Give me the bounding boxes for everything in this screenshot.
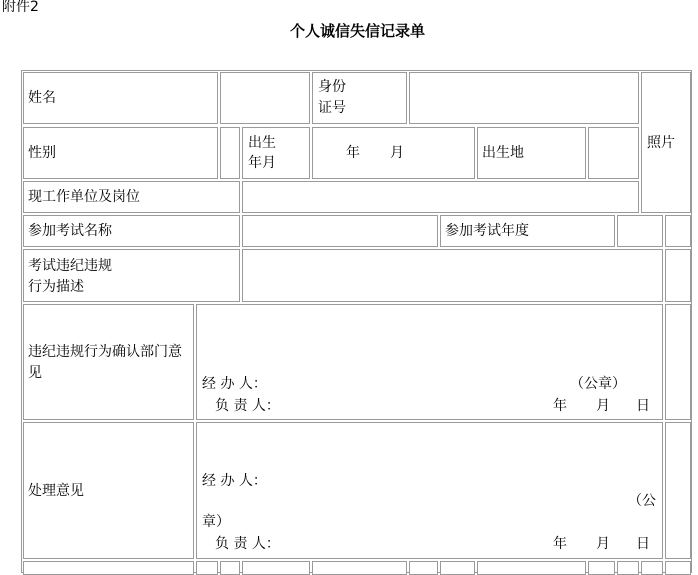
date-month-label: 月 [596, 398, 610, 414]
confirm-dept-label-line1: 违纪违规行为确认部门意 [28, 344, 182, 360]
exam-year-label-cell [440, 215, 615, 247]
work-unit-label-cell [23, 181, 240, 213]
responsible2-label: 负 责 人： [215, 536, 280, 552]
confirm-dept-input-cell[interactable] [196, 304, 663, 420]
violation-desc-label-line1: 考试违纪违规 [28, 258, 112, 274]
confirm-dept-extra-cell [665, 304, 691, 420]
exam-name-input-cell[interactable] [242, 215, 438, 247]
id-label-line2: 证号 [318, 100, 346, 116]
name-label: 姓名 [28, 90, 56, 106]
date2-month-label: 月 [596, 536, 610, 552]
birthplace-label: 出生地 [482, 145, 524, 161]
handling-opinion-input-cell[interactable] [196, 422, 663, 559]
birthplace-input-cell[interactable] [588, 127, 639, 179]
responsible-label: 负 责 人： [215, 398, 280, 414]
work-unit-label: 现工作单位及岗位 [28, 189, 140, 205]
handler2-label: 经 办 人： [202, 473, 267, 489]
birth-label-line2: 年月 [248, 155, 276, 171]
photo-cell[interactable] [641, 72, 691, 213]
exam-name-label: 参加考试名称 [28, 223, 112, 239]
exam-year-input-cell[interactable] [617, 215, 663, 247]
id-input-cell[interactable] [409, 72, 639, 124]
violation-desc-extra-cell [665, 249, 691, 302]
birth-month-label: 月 [390, 145, 404, 161]
exam-year-label: 参加考试年度 [445, 223, 529, 239]
handling-opinion-extra-cell [665, 422, 691, 559]
photo-label: 照片 [647, 135, 675, 151]
exam-name-label-cell [23, 215, 240, 247]
name-input-cell[interactable] [220, 72, 310, 124]
date-year-label: 年 [553, 398, 567, 414]
date2-year-label: 年 [553, 536, 567, 552]
birth-input-cell[interactable] [312, 127, 475, 179]
violation-desc-label-cell [23, 249, 240, 302]
form-title: 个人诚信失信记录单 [290, 22, 426, 40]
exam-year-extra-cell [665, 215, 691, 247]
violation-desc-label-line2: 行为描述 [28, 279, 84, 295]
gender-input-cell[interactable] [220, 127, 240, 179]
seal-part1-label: （公 [628, 493, 656, 509]
official-seal-label: （公章） [570, 376, 626, 392]
seal-part2-label: 章） [202, 514, 230, 530]
birthplace-label-cell [477, 127, 586, 179]
date2-day-label: 日 [636, 536, 650, 552]
date-day-label: 日 [636, 398, 650, 414]
handler-label: 经 办 人： [202, 376, 267, 392]
attachment-label: 附件2 [2, 0, 39, 15]
handling-opinion-label-cell [23, 422, 194, 559]
name-label-cell [23, 72, 218, 124]
violation-desc-input-cell[interactable] [242, 249, 663, 302]
birth-label-line1: 出生 [248, 135, 276, 151]
birth-year-label: 年 [346, 145, 360, 161]
id-label-cell [312, 72, 407, 124]
id-label-line1: 身份 [318, 79, 346, 95]
birth-label-cell [242, 127, 310, 179]
confirm-dept-label-line2: 见 [28, 365, 42, 381]
handling-opinion-label: 处理意见 [28, 483, 84, 499]
gender-label: 性别 [28, 145, 56, 161]
confirm-dept-label-cell [23, 304, 194, 420]
gender-label-cell [23, 127, 218, 179]
work-unit-input-cell[interactable] [242, 181, 639, 213]
